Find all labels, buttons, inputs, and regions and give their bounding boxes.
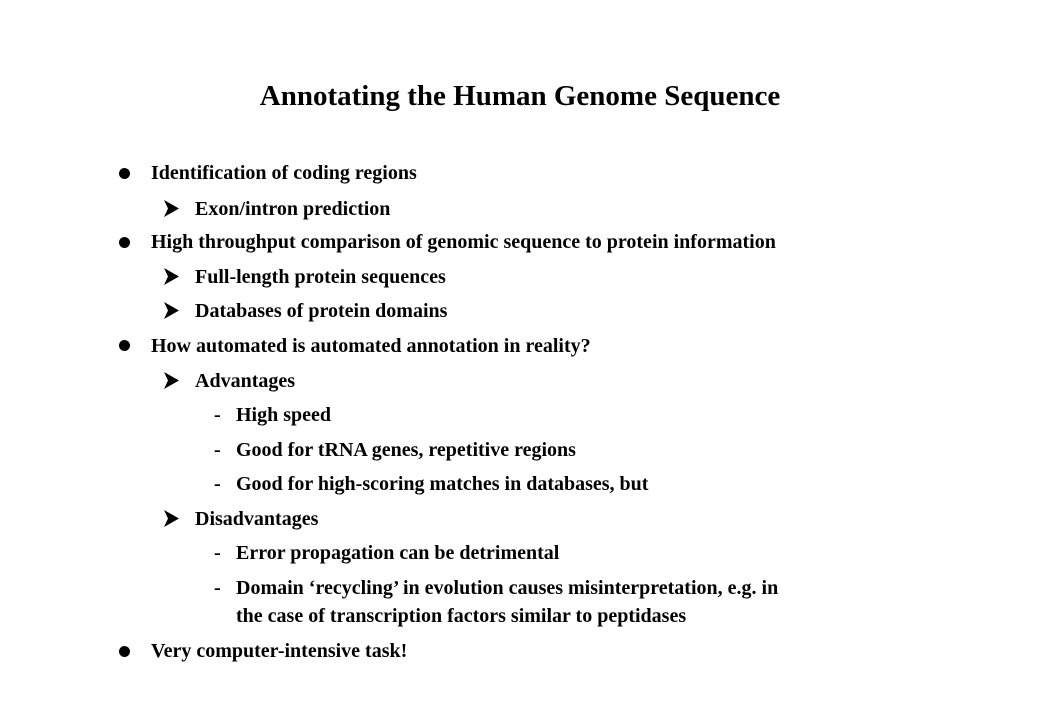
sub-sub-item: Domain ‘recycling’ in evolution causes misinterpretation, e.g. in [236,577,779,599]
bullet-dot-icon [119,340,130,351]
bullet-dot-icon [119,646,130,657]
sub-sub-item: Error propagation can be detrimental [236,542,560,564]
arrow-bullet-icon [163,372,180,389]
sub-bullet-item: Advantages [195,370,296,392]
arrow-bullet-icon [163,302,180,319]
dash-marker: - [214,577,221,599]
bullet-item: Very computer-intensive task! [151,640,408,662]
sub-sub-item: High speed [236,404,332,426]
sub-bullet-item: Databases of protein domains [195,300,448,322]
sub-bullet-item: Exon/intron prediction [195,198,391,220]
arrow-bullet-icon [163,510,180,527]
arrow-bullet-icon [163,268,180,285]
dash-marker: - [214,473,221,495]
bullet-dot-icon [119,168,130,179]
slide-title: Annotating the Human Genome Sequence [259,80,781,112]
bullet-dot-icon [119,237,130,248]
arrow-bullet-icon [163,200,180,217]
dash-marker: - [214,542,221,564]
bullet-item: How automated is automated annotation in reality? [151,335,591,357]
dash-marker: - [214,439,221,461]
bullet-item: Identification of coding regions [151,162,417,184]
sub-sub-item: Good for tRNA genes, repetitive regions [236,439,576,461]
bullet-item: High throughput comparison of genomic sequence to protein information [151,231,776,253]
sub-bullet-item: Full-length protein sequences [195,266,446,288]
sub-bullet-item: Disadvantages [195,508,319,530]
sub-sub-item: Good for high-scoring matches in databases, but [236,473,649,495]
dash-marker: - [214,404,221,426]
sub-sub-item-continuation: the case of transcription factors similar to peptidases [236,605,687,627]
